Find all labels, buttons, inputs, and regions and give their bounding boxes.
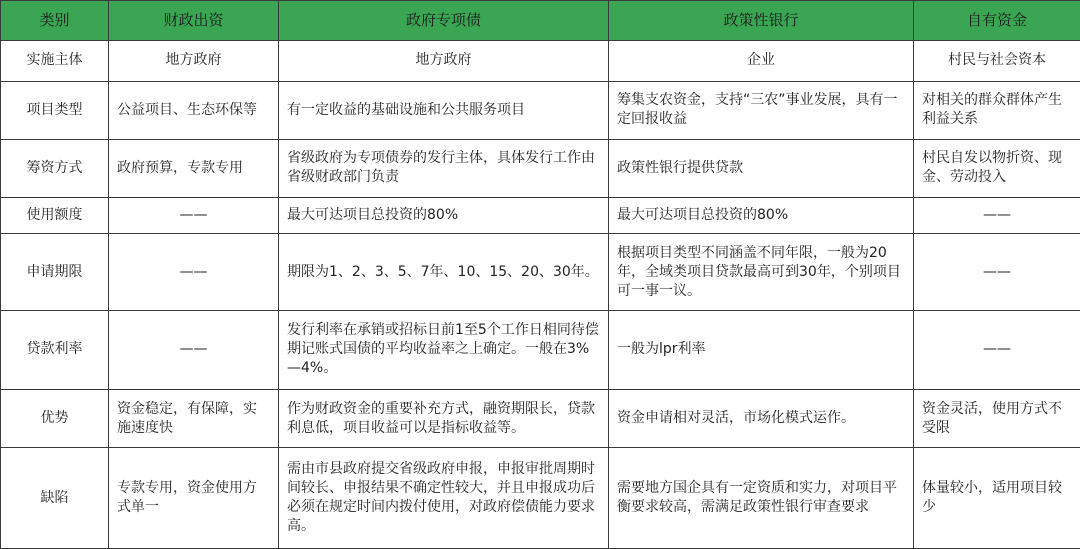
row-label: 缺陷 bbox=[1, 448, 109, 549]
table-cell: 村民自发以物折资、现金、劳动投入 bbox=[914, 139, 1080, 197]
table-cell: 根据项目类型不同涵盖不同年限，一般为20年，全域类项目贷款最高可到30年，个别项目可一事一议。 bbox=[609, 234, 914, 310]
table-cell: 资金申请相对灵活，市场化模式运作。 bbox=[609, 390, 914, 448]
table-cell: —— bbox=[109, 310, 279, 389]
table-cell: 公益项目、生态环保等 bbox=[109, 81, 279, 139]
table-cell: 体量较小，适用项目较少 bbox=[914, 448, 1080, 549]
table-row bbox=[1, 448, 1080, 549]
table-cell: 需要地方国企具有一定资质和实力，对项目平衡要求较高，需满足政策性银行审查要求 bbox=[609, 448, 914, 549]
table-cell: 最大可达项目总投资的80% bbox=[279, 197, 609, 234]
row-label: 筹资方式 bbox=[1, 139, 109, 197]
table-row bbox=[1, 234, 1080, 310]
table-row bbox=[1, 197, 1080, 234]
table-cell: 政府预算，专款专用 bbox=[109, 139, 279, 197]
table-row bbox=[1, 139, 1080, 197]
table-cell: 对相关的群众群体产生利益关系 bbox=[914, 81, 1080, 139]
table-cell: —— bbox=[109, 197, 279, 234]
table-cell: 最大可达项目总投资的80% bbox=[609, 197, 914, 234]
table-cell: —— bbox=[914, 234, 1080, 310]
table-cell: 地方政府 bbox=[279, 41, 609, 82]
table-cell: 资金稳定，有保障，实施速度快 bbox=[109, 390, 279, 448]
table-row bbox=[1, 390, 1080, 448]
table-row bbox=[1, 41, 1080, 82]
table-cell: 作为财政资金的重要补充方式，融资期限长，贷款利息低，项目收益可以是指标收益等。 bbox=[279, 390, 609, 448]
table-cell: 发行利率在承销或招标日前1至5个工作日相同待偿期记账式国债的平均收益率之上确定。一般在3%—4%。 bbox=[279, 310, 609, 389]
table-cell: 需由市县政府提交省级政府申报，申报审批周期时间较长、申报结果不确定性较大，并且申报成功后必须在规定时间内拨付使用，对政府偿债能力要求高。 bbox=[279, 448, 609, 549]
row-label: 实施主体 bbox=[1, 41, 109, 82]
table-cell: 省级政府为专项债券的发行主体，具体发行工作由省级财政部门负责 bbox=[279, 139, 609, 197]
header-fiscal-funding: 财政出资 bbox=[109, 1, 279, 41]
table-cell: 村民与社会资本 bbox=[914, 41, 1080, 82]
row-label: 优势 bbox=[1, 390, 109, 448]
table-cell: 政策性银行提供贷款 bbox=[609, 139, 914, 197]
header-category: 类别 bbox=[1, 1, 109, 41]
header-own-funds: 自有资金 bbox=[914, 1, 1080, 41]
table-cell: 一般为lpr利率 bbox=[609, 310, 914, 389]
header-policy-bank: 政策性银行 bbox=[609, 1, 914, 41]
table-cell: —— bbox=[109, 234, 279, 310]
row-label: 申请期限 bbox=[1, 234, 109, 310]
table-cell: 筹集支农资金，支持“三农”事业发展，具有一定回报收益 bbox=[609, 81, 914, 139]
row-label: 贷款利率 bbox=[1, 310, 109, 389]
row-label: 使用额度 bbox=[1, 197, 109, 234]
table-cell: 资金灵活，使用方式不受限 bbox=[914, 390, 1080, 448]
table-cell: 地方政府 bbox=[109, 41, 279, 82]
header-special-bonds: 政府专项债 bbox=[279, 1, 609, 41]
row-label: 项目类型 bbox=[1, 81, 109, 139]
table-cell: 专款专用，资金使用方式单一 bbox=[109, 448, 279, 549]
table-row bbox=[1, 310, 1080, 389]
header-row bbox=[1, 1, 1080, 41]
table-cell: 企业 bbox=[609, 41, 914, 82]
table-cell: 有一定收益的基础设施和公共服务项目 bbox=[279, 81, 609, 139]
table-cell: —— bbox=[914, 310, 1080, 389]
table-cell: —— bbox=[914, 197, 1080, 234]
table-cell: 期限为1、2、3、5、7年、10、15、20、30年。 bbox=[279, 234, 609, 310]
table-row bbox=[1, 81, 1080, 139]
